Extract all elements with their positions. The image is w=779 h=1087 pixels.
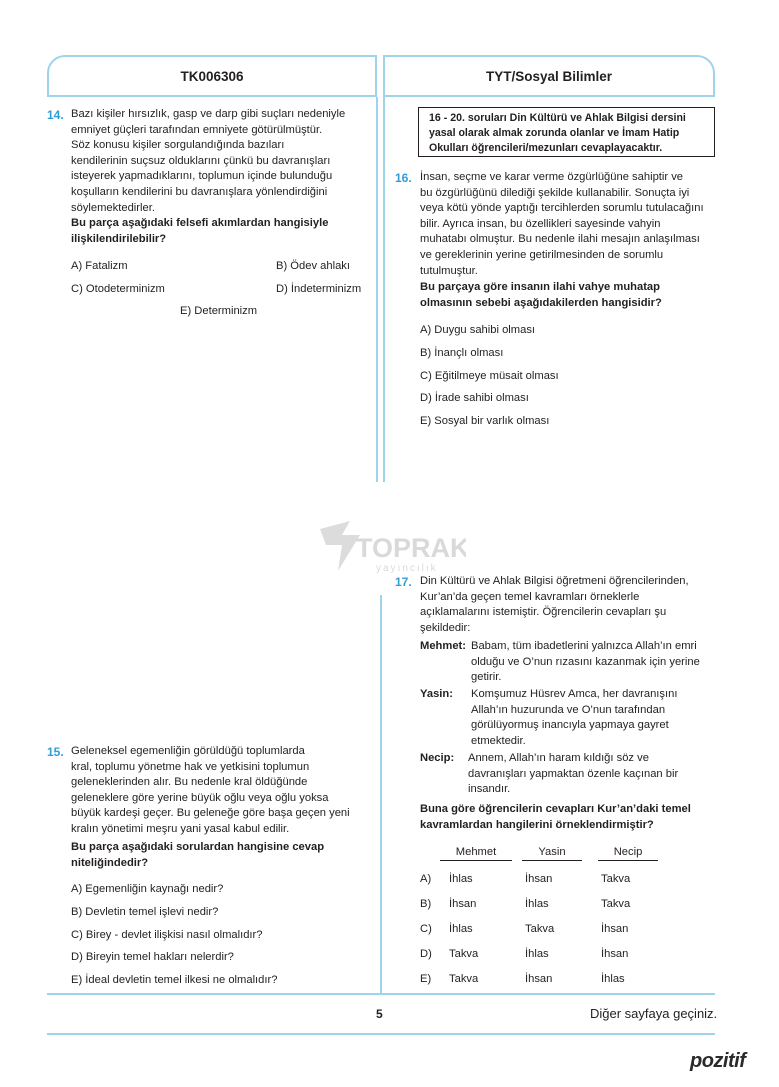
q14-option-a[interactable]: A) Fatalizm [71,260,128,272]
q15-question: Bu parça aşağıdaki sorulardan hangisine cevap niteliğindedir? [71,841,325,869]
q14-question: Bu parça aşağıdaki felsefi akımlardan hangisiyle ilişkilendirilebilir? [71,217,329,245]
q17-option-c-yasin: Takva [525,923,555,935]
publisher-logo: pozitif [690,1050,746,1072]
q17-option-a-yasin: İhsan [525,873,553,885]
header-code: TK006306 [47,55,377,97]
q17-option-c-necip: İhsan [601,923,629,935]
q17-dialog-text-mehmet: Babam, tüm ibadetlerini yalnızca Allah’ın emri olduğu ve O’nun rızasını kazanmak için yerine getirir. [471,640,700,684]
q16-option-e[interactable]: E) Sosyal bir varlık olması [420,415,550,427]
q17-option-d-necip: İhsan [601,948,629,960]
q17-option-e-necip: İhlas [601,973,625,985]
svg-text:yayıncılık: yayıncılık [376,563,438,574]
q17-option-b-necip: Takva [601,898,631,910]
q17-dialog-text-necip: Annem, Allah’ın haram kıldığı söz ve davranışları yapmaktan özenle kaçınan bir insandır. [468,752,679,796]
q17-number: 17. [395,575,412,589]
q15-number: 15. [47,745,64,759]
q17-option-c-mehmet: İhlas [449,923,473,935]
watermark-logo [316,515,466,577]
q17-dialog-name-yasin: Yasin: [420,688,453,700]
q16-number: 16. [395,171,412,185]
q17-option-a-mehmet: İhlas [449,873,473,885]
q14-option-d[interactable]: D) İndeterminizm [276,283,362,295]
q17-passage: Din Kültürü ve Ahlak Bilgisi öğretmeni öğrencilerinden, Kur’an’da geçen temel kavramları örneklerle açıklamalarını istemiştir. Öğrencilerin cevapları şu şekildedir: [420,575,689,634]
q17-option-d-mehmet: Takva [449,948,479,960]
q17-question: Buna göre öğrencilerin cevapları Kur’an’daki temel kavramlardan hangilerini örneklendirmiştir? [420,803,691,831]
q17-option-e-yasin: İhsan [525,973,553,985]
q17-table-header-necip: Necip [598,845,658,861]
left-column-divider [376,97,378,482]
next-page-note: Diğer sayfaya geçiniz. [590,1006,718,1021]
notice-box: 16 - 20. soruları Din Kültürü ve Ahlak Bilgisi dersini yasal olarak almak zorunda olanlar ve İmam Hatip Okulları öğrencileri/mezunları cevaplayacaktır. [418,107,715,157]
center-divider-bottom [380,595,382,993]
q17-option-e-label[interactable]: E) [420,973,432,985]
q14-number: 14. [47,108,64,122]
q17-option-d-label[interactable]: D) [420,948,432,960]
q16-option-b[interactable]: B) İnançlı olması [420,347,504,359]
header-subject: TYT/Sosyal Bilimler [383,55,715,97]
q16-option-d[interactable]: D) İrade sahibi olması [420,392,529,404]
q15-passage: Geleneksel egemenliğin görüldüğü toplumlarda kral, toplumu yönetme hak ve yetkisini toplumun geleneklerinden alır. Bu nedenle kral öldüğünde geleneklere göre yerine büyük oğlu veya oğlu yoksa büyük kardeşi geçer. Bu geleneğe göre başa geçen yeni kralın yönetimi meşru yani yasal kabul edilir. [71,745,350,835]
q15-option-a[interactable]: A) Egemenliğin kaynağı nedir? [71,883,224,895]
footer-rule-top [47,993,715,995]
q15-option-b[interactable]: B) Devletin temel işlevi nedir? [71,906,219,918]
q17-option-e-mehmet: Takva [449,973,479,985]
q16-question: Bu parçaya göre insanın ilahi vahye muhatap olmasının sebebi aşağıdakilerden hangisidir? [420,281,662,309]
right-column-divider [383,97,385,482]
q17-option-b-label[interactable]: B) [420,898,432,910]
q17-option-a-necip: Takva [601,873,631,885]
q17-option-c-label[interactable]: C) [420,923,432,935]
q14-option-b[interactable]: B) Ödev ahlakı [276,260,350,272]
q16-passage: İnsan, seçme ve karar verme özgürlüğüne sahiptir ve bu özgürlüğünü dilediği şekilde kullanabilir. Sonuçta iyi veya kötü yönde yaptığı tercihlerden sorumlu tutulacağını bilir. Ayrıca insan, bu özellikleri sayesinde vahyin muhatabı olmuştur. Bu nedenle ilahi mesajın anlaşılması ve gereklerinin yerine getirilmesinden de sorumlu tutulmuştur. [420,171,704,277]
q17-option-b-mehmet: İhsan [449,898,477,910]
q17-option-b-yasin: İhlas [525,898,549,910]
svg-text:TOPRAK: TOPRAK [356,533,466,563]
q17-table-header-mehmet: Mehmet [440,845,512,861]
q17-table-header-yasin: Yasin [522,845,582,861]
q17-dialog-name-mehmet: Mehmet: [420,640,466,652]
q14-passage: Bazı kişiler hırsızlık, gasp ve darp gibi suçları nedeniyle emniyet güçleri tarafından emniyete götürülmüştür. Söz konusu kişiler sorgulandığında bazıları kendilerinin suçsuz olduklarını çünkü bu davranışları isteyerek yapmadıklarını, toplumun içinde bulunduğu koşulların kendilerini bu davranışlara yönlendirdiğini söylemektedirler. [71,108,346,214]
q17-dialog-text-yasin: Komşumuz Hüsrev Amca, her davranışını Allah’ın huzurunda ve O’nun tarafından görülüyormuş inancıyla yapmaya gayret etmektedir. [471,688,678,747]
page-number: 5 [376,1007,383,1021]
q17-option-a-label[interactable]: A) [420,873,432,885]
footer-rule-bottom [47,1033,715,1035]
q15-option-c[interactable]: C) Birey - devlet ilişkisi nasıl olmalıdır? [71,929,263,941]
q17-dialog-name-necip: Necip: [420,752,455,764]
q14-option-e[interactable]: E) Determinizm [180,305,258,317]
q17-option-d-yasin: İhlas [525,948,549,960]
q16-option-a[interactable]: A) Duygu sahibi olması [420,324,536,336]
q16-option-c[interactable]: C) Eğitilmeye müsait olması [420,370,559,382]
q15-option-e[interactable]: E) İdeal devletin temel ilkesi ne olmalıdır? [71,974,278,986]
q14-option-c[interactable]: C) Otodeterminizm [71,283,165,295]
q15-option-d[interactable]: D) Bireyin temel hakları nelerdir? [71,951,234,963]
